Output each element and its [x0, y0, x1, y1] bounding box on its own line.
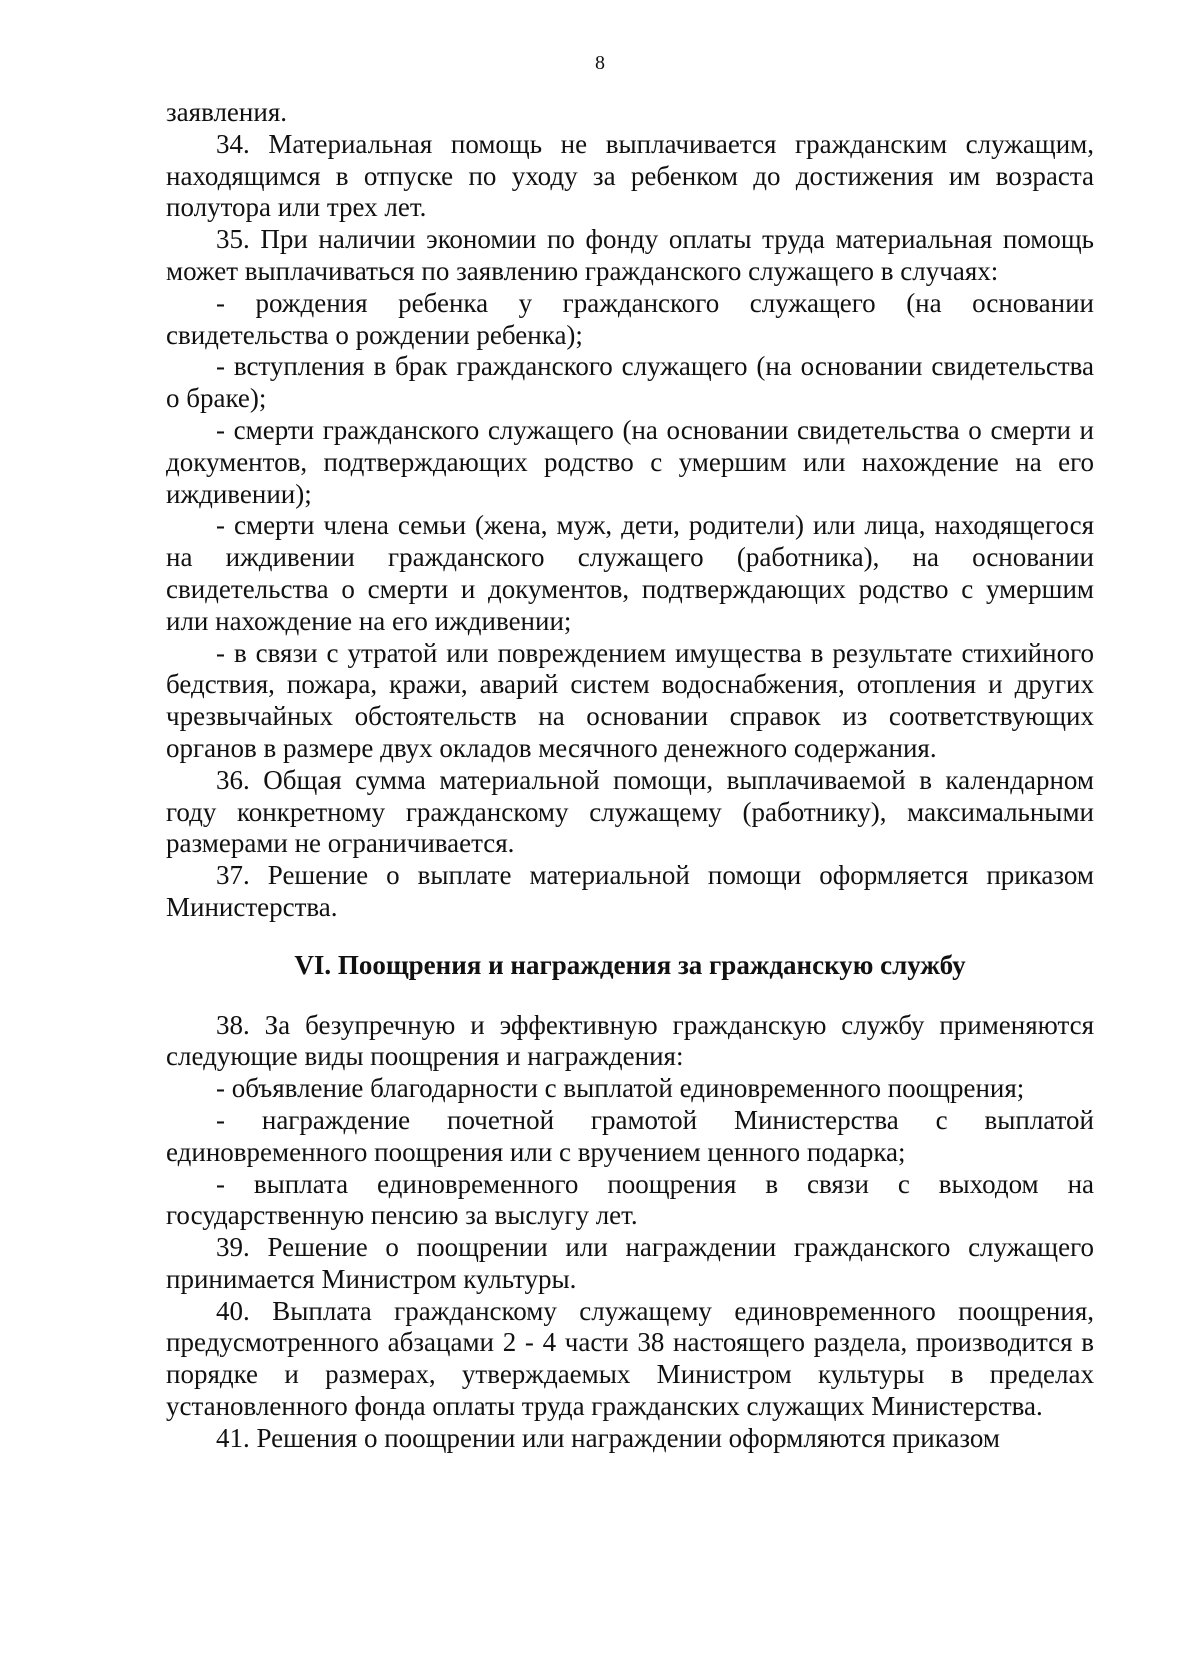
section-heading: VI. Поощрения и награждения за гражданскую службу: [294, 949, 966, 980]
document-body: [166, 97, 1094, 1455]
paragraph-41: 41. Решения о поощрении или награждении оформляются приказом: [216, 1422, 1000, 1453]
list-item-death-employee: - смерти гражданского служащего (на основании свидетельства о смерти и документов, подтверждающих родство с умершим или нахождение на его иждивении);: [166, 414, 1094, 509]
paragraph-40: 40. Выплата гражданскому служащему единовременного поощрения, предусмотренного абзацами 2 - 4 части 38 настоящего раздела, производится в порядке и размерах, утверждаемых Министром культуры в пределах установленного фонда оплаты труда гражданских служащих Министерства.: [166, 1295, 1094, 1422]
paragraph-39: 39. Решение о поощрении или награждении гражданского служащего принимается Министром культуры.: [166, 1232, 1094, 1294]
list-item-marriage: - вступления в брак гражданского служащего (на основании свидетельства о браке);: [166, 351, 1094, 414]
list-item-pension-bonus: - выплата единовременного поощрения в связи с выходом на государственную пенсию за выслугу лет.: [166, 1168, 1094, 1231]
list-item-certificate: - награждение почетной грамотой Министерства с выплатой единовременного поощрения или с вручением ценного подарка;: [166, 1104, 1094, 1167]
list-item-death-family: - смерти члена семьи (жена, муж, дети, родители) или лица, находящегося на иждивении гражданского служащего (работника), на основании свидетельства о смерти и документов, подтверждающих родство с умершим или нахождение на его иждивении;: [166, 510, 1094, 636]
paragraph-36: 36. Общая сумма материальной помощи, выплачиваемой в календарном году конкретному гражданскому служащему (работнику), максимальными размерами не ограничивается.: [166, 764, 1094, 859]
list-item-gratitude: - объявление благодарности с выплатой единовременного поощрения;: [216, 1073, 1025, 1104]
list-item-property-loss: - в связи с утратой или повреждением имущества в результате стихийного бедствия, пожара, кражи, аварий систем водоснабжения, отопления и других чрезвычайных обстоятельств на основании справок из соответствующих органов в размере двух окладов месячного денежного содержания.: [166, 637, 1094, 763]
list-item-birth: - рождения ребенка у гражданского служащего (на основании свидетельства о рождении ребенка);: [166, 287, 1094, 350]
paragraph-34: 34. Материальная помощь не выплачивается гражданским служащим, находящимся в отпуске по уходу за ребенком до достижения им возраста полутора или трех лет.: [166, 128, 1094, 223]
paragraph-37: 37. Решение о выплате материальной помощи оформляется приказом Министерства.: [166, 860, 1094, 922]
paragraph-35: 35. При наличии экономии по фонду оплаты труда материальная помощь может выплачиваться по заявлению гражданского служащего в случаях:: [166, 224, 1094, 286]
page-number: 8: [595, 52, 605, 74]
paragraph-38: 38. За безупречную и эффективную гражданскую службу применяются следующие виды поощрения и награждения:: [166, 1009, 1094, 1072]
paragraph-continuation: заявления.: [166, 97, 287, 127]
